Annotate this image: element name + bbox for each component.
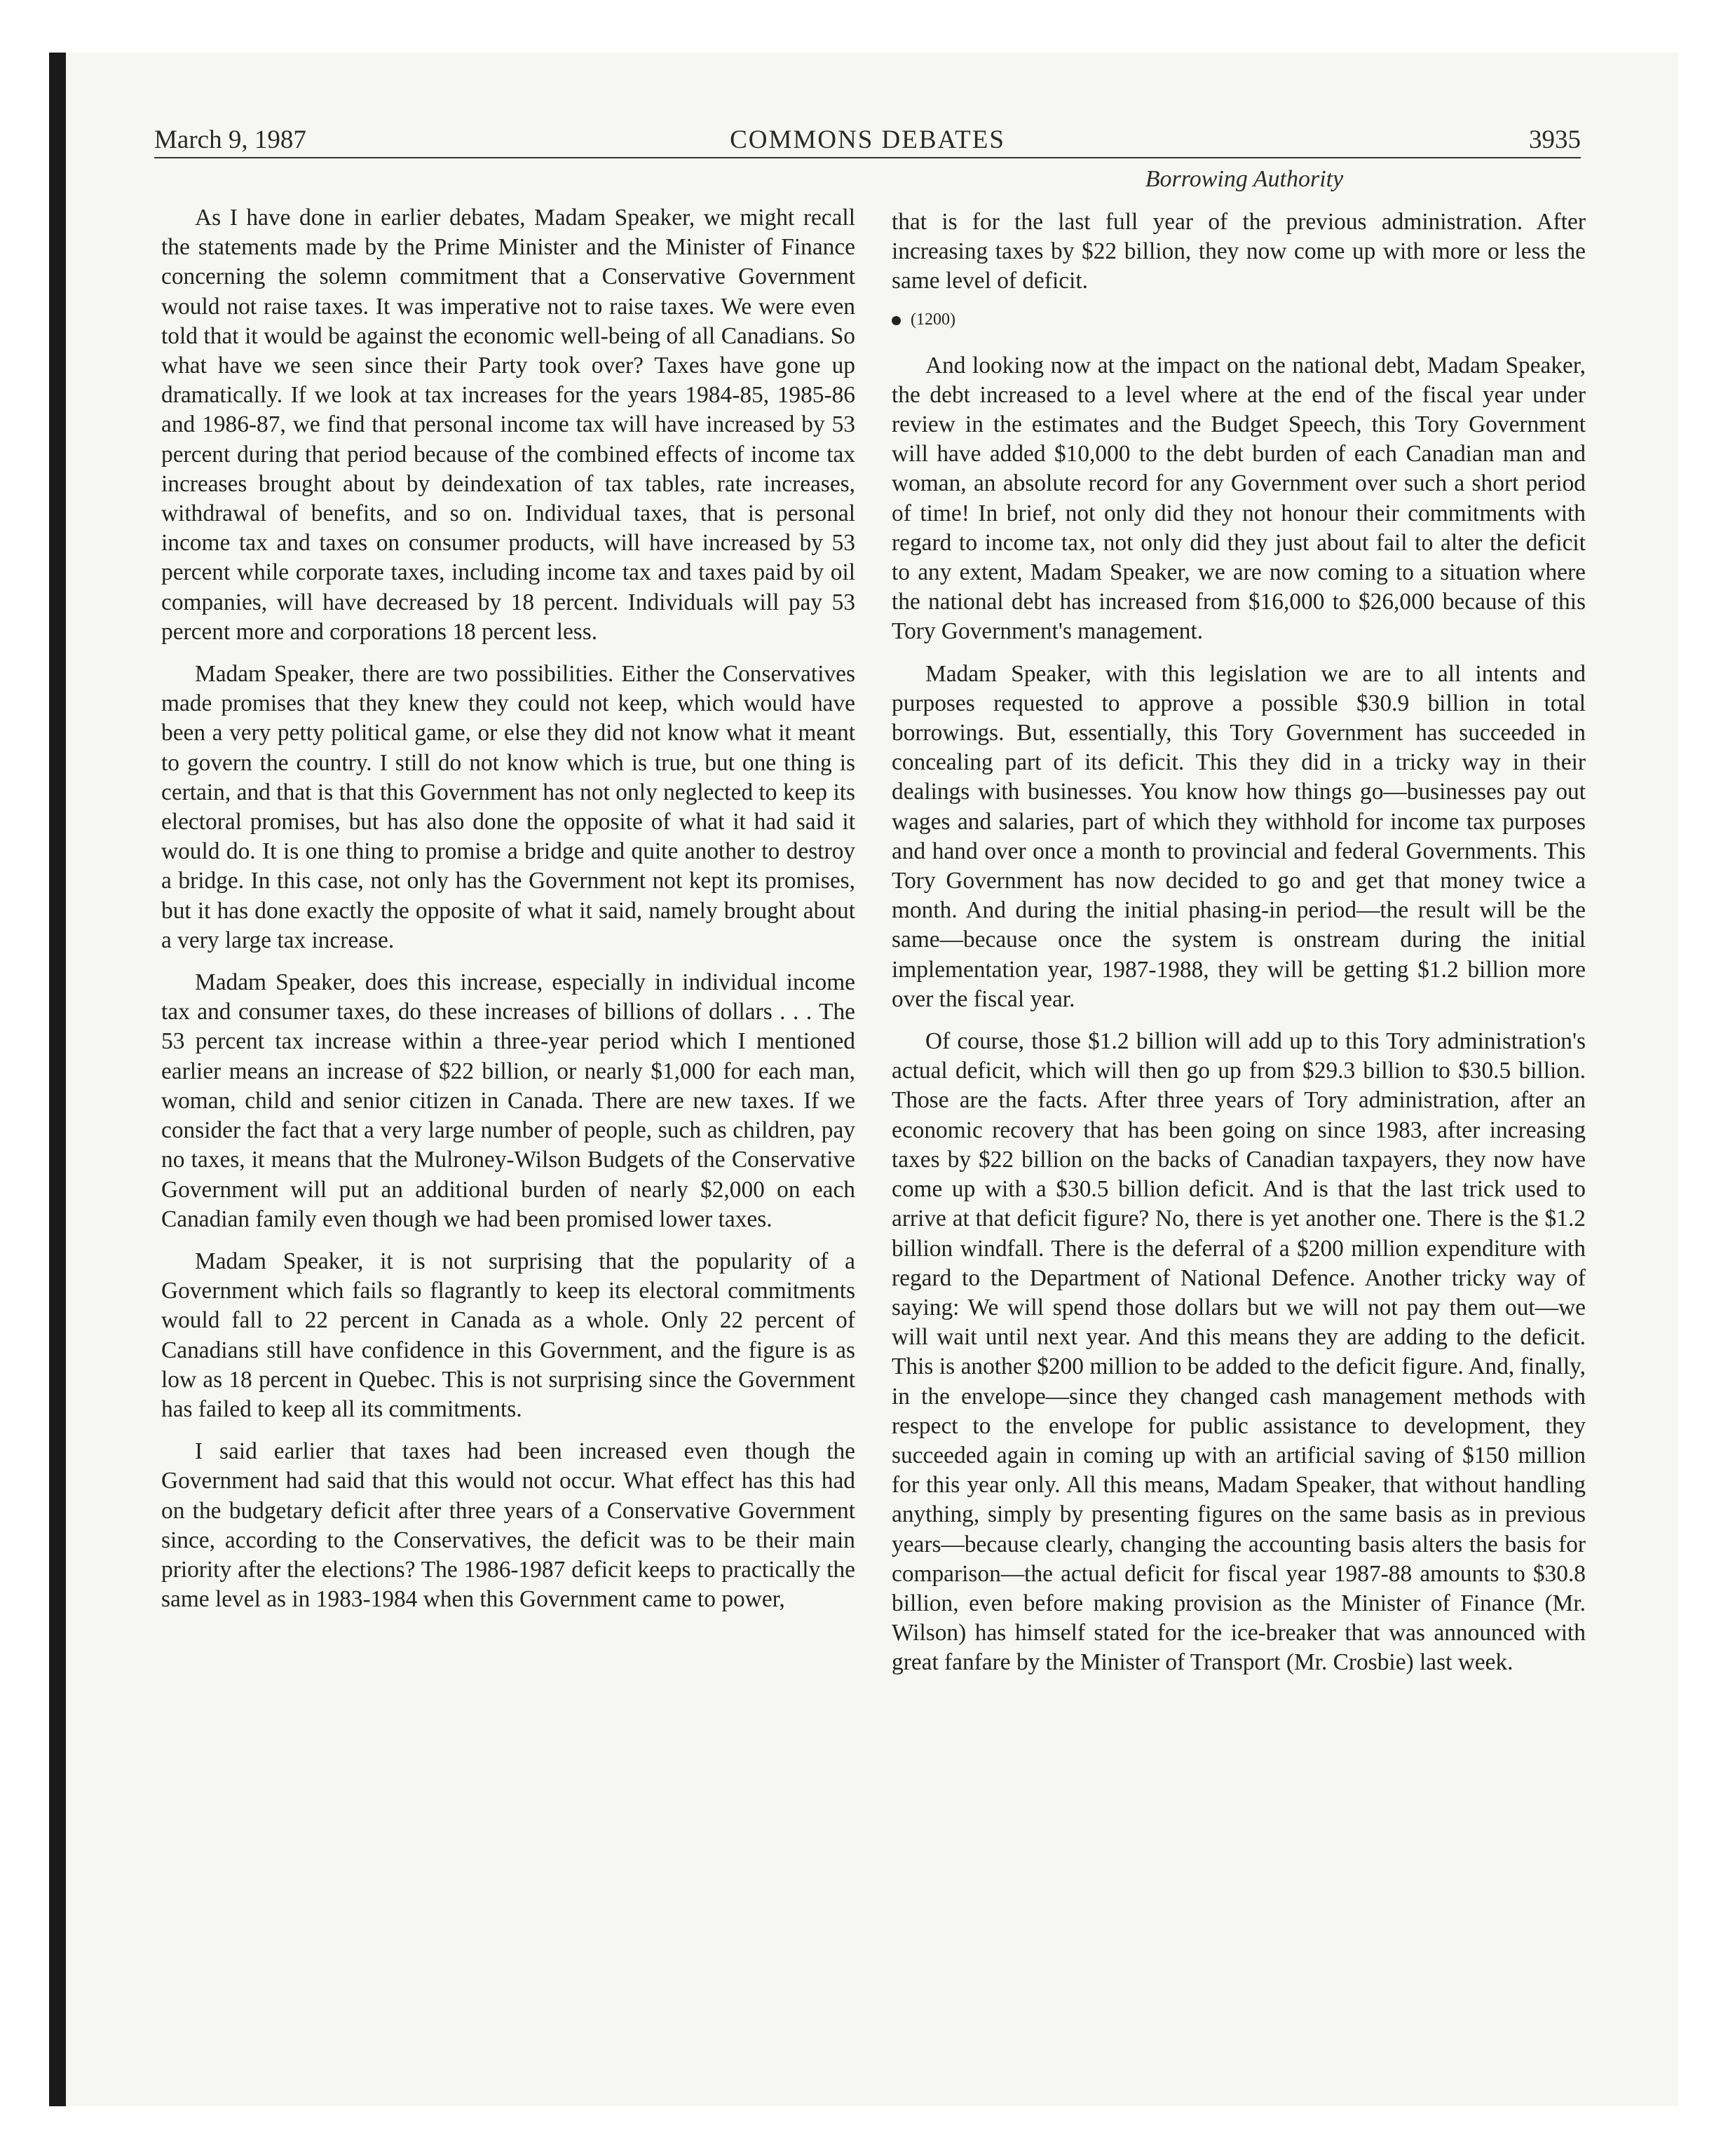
paragraph: Madam Speaker, does this increase, especially in individual income tax and consumer taxes, do these increases of billions of dollars . . . The 53 percent tax increase within a three-year period which I mentioned earlier means an increase of $22 billion, or nearly $1,000 for each man, woman, child and senior citizen in Canada. There are new taxes. If we consider the fact that a very large number of people, such as children, pay no taxes, it means that the Mulroney-Wilson Budgets of the Conservative Government will put an additional burden of nearly $2,000 on each Canadian family even though we had been promised lower taxes. (161, 969, 855, 1232)
paragraph: Madam Speaker, there are two possibilities. Either the Conservatives made promises that they knew they could not keep, which would have been a very petty political game, or else they did not know what it meant to govern the country. I still do not know which is true, but one thing is certain, and that is that this Government has not only neglected to keep its electoral promises, but has also done the opposite of what it had said it would do. It is one thing to promise a bridge and quite another to destroy a bridge. In this case, not only has the Government not kept its promises, but it has done exactly the opposite of what it said, namely brought about a very large tax increase. (161, 661, 855, 953)
header-date: March 9, 1987 (154, 125, 306, 154)
left-column (161, 203, 855, 1627)
paragraph: Madam Speaker, with this legislation we are to all intents and purposes requested to approve a possible $30.9 billion in total borrowings. But, essentially, this Tory Government has succeeded in concealing part of its deficit. This they did in a tricky way in their dealings with businesses. You know how things go—businesses pay out wages and salaries, part of which they withhold for income tax purposes and hand over once a month to provincial and federal Governments. This Tory Government has now decided to go and get that money twice a month. And during the initial phasing-in period—the result will be the same—because once the system is onstream during the initial implementation year, 1987-1988, they will be getting $1.2 billion more over the fiscal year. (892, 660, 1586, 1012)
page-number: 3935 (1529, 125, 1581, 154)
time-marker (892, 309, 1586, 330)
journal-title: COMMONS DEBATES (730, 125, 1005, 154)
paragraph: And looking now at the impact on the national debt, Madam Speaker, the debt increased to a level where at the end of the fiscal year under review in the estimates and the Budget Speech, this Tory Government will have added $10,000 to the debt burden of each Canadian man and woman, an absolute record for any Government over such a short period of time! In brief, not only did they not honour their commitments with regard to income tax, not only did they just about fail to alter the deficit to any extent, Madam Speaker, we are now coming to a situation where the national debt has increased from $16,000 to $26,000 because of this Tory Government's management. (892, 352, 1586, 645)
binding-shadow (49, 53, 66, 2106)
time-marker-label: (1200) (911, 310, 955, 329)
right-column (892, 207, 1586, 1691)
running-head: Borrowing Authority (1145, 166, 1344, 192)
paragraph: Of course, those $1.2 billion will add up to this Tory administration's actual deficit, which will then go up from $29.3 billion to $30.5 billion. Those are the facts. After three years of Tory administration, after an economic recovery that has been going on since 1983, after increasing taxes by $22 billion on the backs of Canadian taxpayers, they now have come up with a $30.5 billion deficit. And is that the last trick used to arrive at that deficit figure? No, there is yet another one. There is the $1.2 billion windfall. There is the deferral of a $200 million expenditure with regard to the Department of National Defence. Another tricky way of saying: We will spend those dollars but we will not pay them out—we will wait until next year. And this means they are adding to the deficit. This is another $200 million to be added to the deficit figure. And, finally, in the envelope—since they changed cash management methods with respect to the envelope for public assistance to development, they succeeded again in coming up with an artificial saving of $150 million for this year only. All this means, Madam Speaker, that without handling anything, simply by presenting figures on the same basis as in previous years—because clearly, changing the accounting basis alters the basis for comparison—the actual deficit for fiscal year 1987-88 amounts to $30.8 billion, even before making provision as the Minister of Finance (Mr. Wilson) has himself stated for the ice-breaker that was announced with great fanfare by the Minister of Transport (Mr. Crosbie) last week. (892, 1028, 1586, 1676)
page-header (154, 116, 1581, 159)
paragraph: Madam Speaker, it is not surprising that the popularity of a Government which fails so flagrantly to keep its electoral commitments would fall to 22 percent in Canada as a whole. Only 22 percent of Canadians still have confidence in this Government, and the figure is as low as 18 percent in Quebec. This is not surprising since the Government has failed to keep all its commitments. (161, 1248, 855, 1422)
header-rule (154, 157, 1581, 158)
paragraph: I said earlier that taxes had been increased even though the Government had said that this would not occur. What effect has this had on the budgetary deficit after three years of a Conservative Government since, according to the Conservatives, the deficit was to be their main priority after the elections? The 1986-1987 deficit keeps to practically the same level as in 1983-1984 when this Government came to power, (161, 1438, 855, 1613)
continued-paragraph: that is for the last full year of the previous administration. After increasing taxes by $22 billion, they now come up with more or less the same level of deficit. (892, 209, 1586, 294)
bullet-icon (892, 316, 901, 325)
paragraph: As I have done in earlier debates, Madam Speaker, we might recall the statements made by the Prime Minister and the Minister of Finance concerning the solemn commitment that a Conservative Government would not raise taxes. It was imperative not to raise taxes. We were even told that it would be against the economic well-being of all Canadians. So what have we seen since their Party took over? Taxes have gone up dramatically. If we look at tax increases for the years 1984-85, 1985-86 and 1986-87, we find that personal income tax will have increased by 53 percent during that period because of the combined effects of income tax increases brought about by deindexation of tax tables, rate increases, withdrawal of benefits, and so on. Individual taxes, that is personal income tax and taxes on consumer products, will have increased by 53 percent while corporate taxes, including income tax and taxes paid by oil companies, will have decreased by 18 percent. Individuals will pay 53 percent more and corporations 18 percent less. (161, 205, 855, 645)
